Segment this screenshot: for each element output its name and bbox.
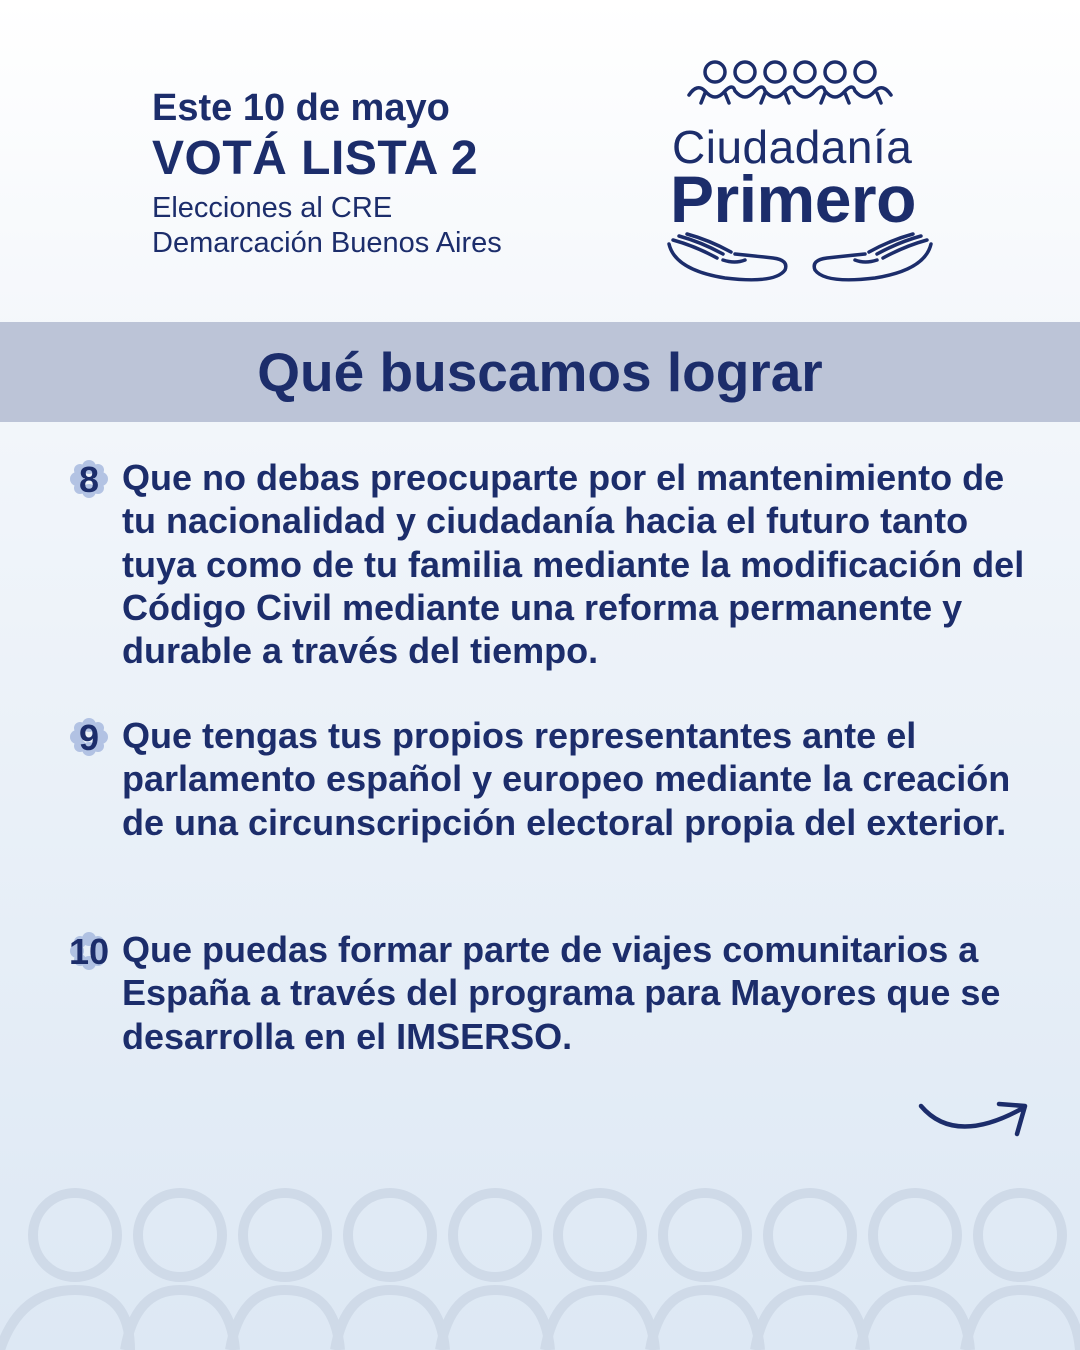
- goal-number-badge: [60, 928, 118, 976]
- ciudadania-primero-logo: [660, 55, 940, 290]
- hands-icon: [665, 230, 935, 288]
- election-subtitle: Elecciones al CRE: [152, 192, 393, 224]
- goal-number-badge: [60, 714, 118, 762]
- section-banner: [0, 322, 1080, 422]
- goal-number: 8: [78, 459, 100, 500]
- background-people-pattern: [0, 1180, 1080, 1350]
- election-date: Este 10 de mayo: [152, 87, 450, 129]
- goal-text: Que no debas preocuparte por el mantenimiento de tu nacionalidad y ciudadanía hacia el futuro tanto tuya como de tu familia mediante la modificación del Código Civil mediante una reforma permanente y durable a través del tiempo.: [122, 457, 1025, 672]
- logo-word-ciudadania: Ciudadanía: [672, 121, 913, 173]
- section-title: Qué buscamos lograr: [257, 341, 823, 403]
- goal-text: Que tengas tus propios representantes ante el parlamento español y europeo mediante la creación de una circunscripción electoral propia del exterior.: [122, 715, 1011, 843]
- goal-number: 10: [68, 931, 110, 972]
- people-icon: [685, 55, 915, 117]
- demarcation-subtitle: Demarcación Buenos Aires: [152, 227, 502, 259]
- vote-list-heading: VOTÁ LISTA 2: [152, 132, 479, 185]
- arrow-right-icon[interactable]: [915, 1096, 1035, 1146]
- header: [0, 0, 1080, 322]
- logo-word-primero: Primero: [670, 162, 916, 236]
- goal-number: 9: [78, 717, 100, 758]
- goal-number-badge: [60, 456, 118, 504]
- goal-text: Que puedas formar parte de viajes comunitarios a España a través del programa para Mayores que se desarrolla en el IMSERSO.: [122, 929, 1001, 1057]
